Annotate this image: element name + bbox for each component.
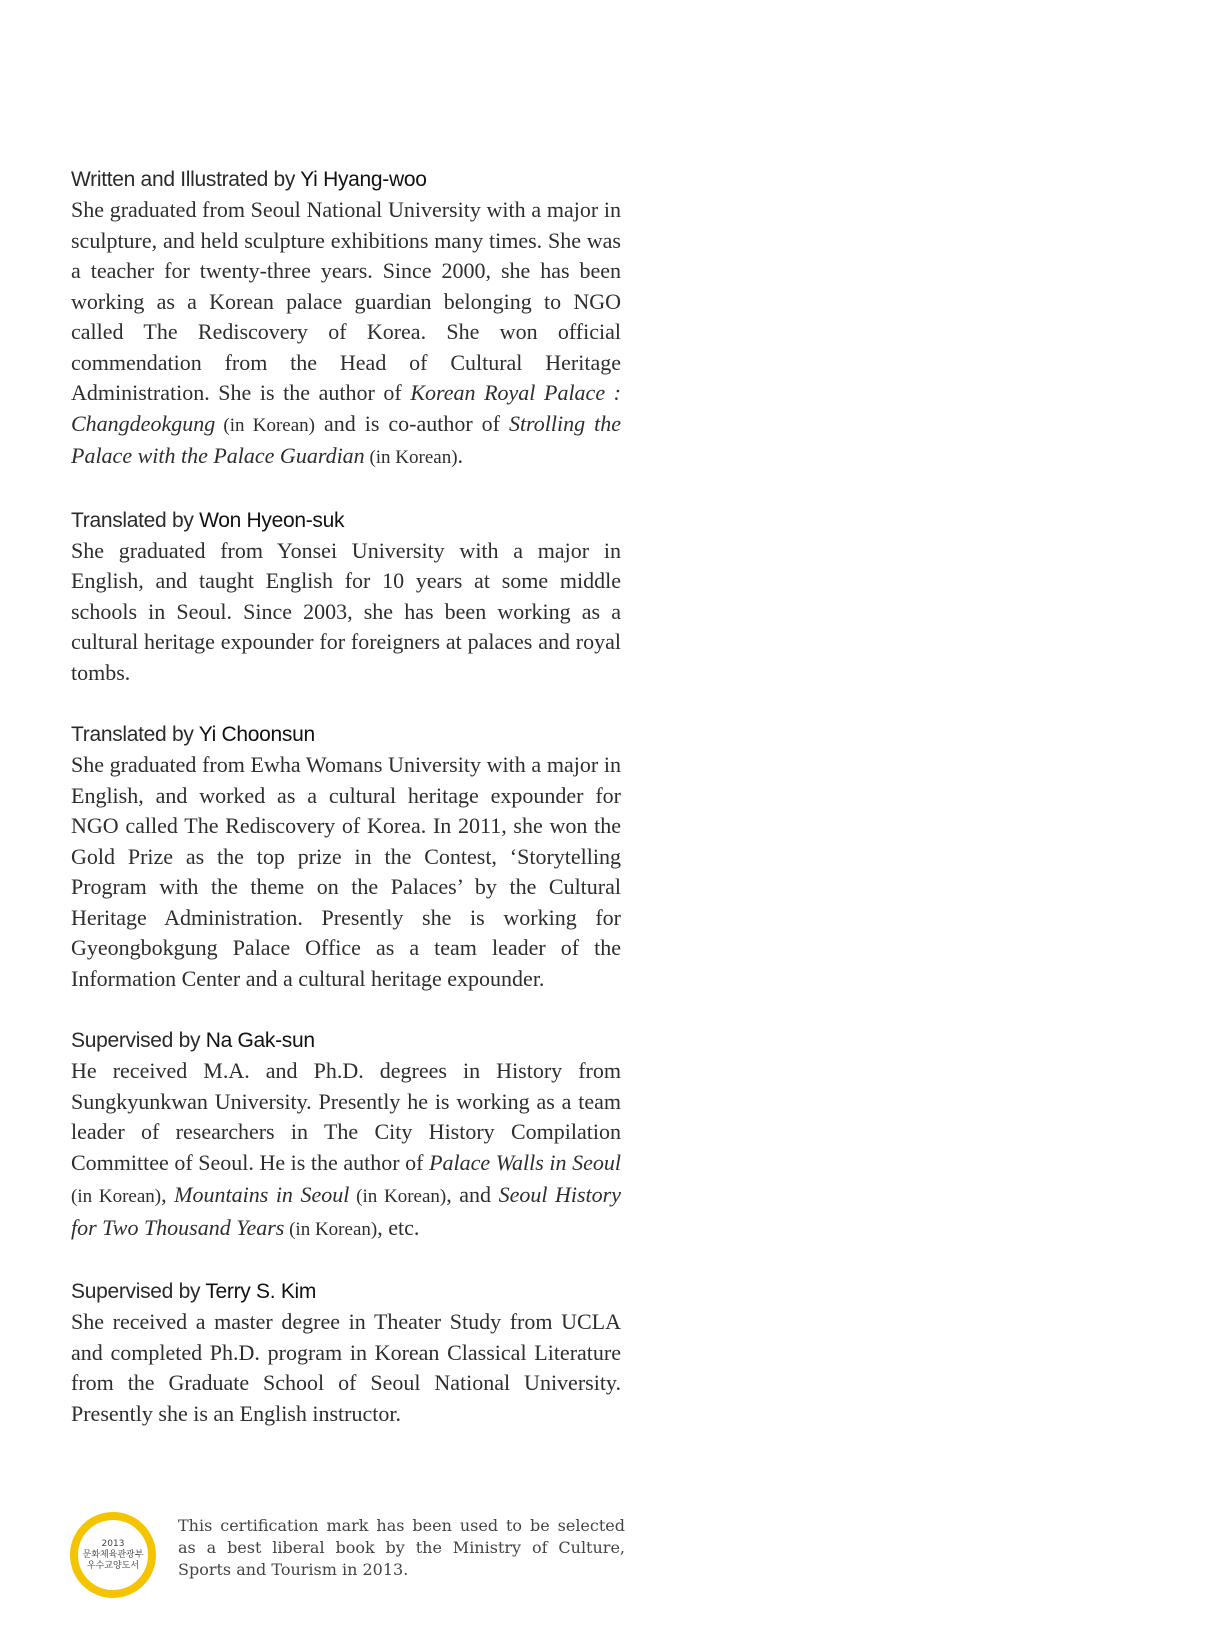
bio-role: Supervised by xyxy=(71,1029,206,1052)
bio-name: Won Hyeon-suk xyxy=(199,508,345,532)
bio-text xyxy=(71,750,621,994)
bio-text xyxy=(71,536,621,689)
bio-heading xyxy=(71,506,621,536)
badge-line-2: 우수교양도서 xyxy=(86,1560,140,1571)
language-note: (in Korean) xyxy=(71,1186,162,1207)
language-note: (in Korean) xyxy=(215,414,315,436)
bio-text-segment: . xyxy=(457,443,464,468)
bio-name: Terry S. Kim xyxy=(205,1280,317,1303)
book-title: Palace Walls in Seoul xyxy=(429,1149,621,1175)
bio-text-segment: She graduated from Seoul National University with a major in sculpture, and held sculpture exhibitions many times. She was a teacher for twenty-three years. Since 2000, she has been working as a Korean palace guardian belonging to NGO called The Rediscovery of Korea. She won official commendation from the Head of Cultural Heritage Administration. She is the author of xyxy=(71,197,621,405)
bio-heading xyxy=(71,720,621,750)
bio-translator-1 xyxy=(71,506,621,689)
book-title: Seoul History for Two Thousand Years xyxy=(71,1182,622,1240)
bio-heading xyxy=(71,165,621,195)
bio-text xyxy=(71,1307,621,1429)
bio-role: Written and Illustrated by xyxy=(71,168,301,191)
bio-text-segment: , xyxy=(161,1182,175,1207)
book-title: Mountains in Seoul xyxy=(174,1182,350,1207)
bio-text xyxy=(71,195,621,474)
bio-supervisor-2 xyxy=(71,1277,621,1429)
bio-author xyxy=(71,165,621,474)
bio-role: Translated by xyxy=(71,508,200,532)
bio-name: Yi Hyang-woo xyxy=(300,168,427,191)
bio-text-segment: She graduated from Yonsei University with a major in English, and taught English for 10 years at some middle schools in Seoul. Since 2003, she has been working as a cultural heritage expounder for foreigners at palaces and royal tombs. xyxy=(71,537,621,685)
badge-line-1: 문화체육관광부 xyxy=(82,1549,144,1560)
bio-role: Supervised by xyxy=(71,1280,206,1303)
bio-heading xyxy=(71,1026,621,1056)
bio-text-segment: and is co-author of xyxy=(315,410,509,436)
language-note: (in Korean) xyxy=(364,447,458,468)
bio-text-segment: , and xyxy=(446,1182,499,1207)
bio-translator-2 xyxy=(71,720,621,994)
book-title: Korean Royal Palace : Changdeokgung xyxy=(71,380,621,436)
certification-badge-icon xyxy=(70,1512,156,1598)
bio-text-segment: He received M.A. and Ph.D. degrees in History from Sungkyunkwan University. Presently he is working as a team leader of researchers in The City History Compilation Committee of Seoul. He is the author of xyxy=(71,1058,621,1175)
certification-text: This certification mark has been used to be selected as a best liberal book by the Ministry of Culture, Sports and Tourism in 2013. xyxy=(178,1516,625,1579)
bio-supervisor-1 xyxy=(71,1026,621,1245)
bio-text-segment: She received a master degree in Theater Study from UCLA and completed Ph.D. program in Korean Classical Literature from the Graduate School of Seoul National University. Presently she is an English instructor. xyxy=(71,1309,621,1426)
bio-text-segment: , etc. xyxy=(377,1214,420,1240)
bio-name: Na Gak-sun xyxy=(205,1029,315,1052)
bio-text-segment: She graduated from Ewha Womans University with a major in English, and worked as a cultural heritage expounder for NGO called The Rediscovery of Korea. In 2011, she won the Gold Prize as the top prize in the Contest, ‘Storytelling Program with the theme on the Palaces’ by the Cultural Heritage Administration. Presently she is working for Gyeongbokgung Palace Office as a team leader of the Information Center and a cultural heritage expounder. xyxy=(71,752,621,991)
certification-block xyxy=(70,1512,625,1600)
language-note: (in Korean) xyxy=(284,1218,378,1240)
bio-role: Translated by xyxy=(71,723,199,746)
badge-year: 2013 xyxy=(101,1538,125,1549)
bio-column xyxy=(71,165,621,1461)
bio-name: Yi Choonsun xyxy=(198,723,315,746)
bio-heading xyxy=(71,1277,621,1307)
language-note: (in Korean) xyxy=(349,1186,447,1207)
bio-text xyxy=(71,1056,621,1245)
book-title: Strolling the Palace with the Palace Guardian xyxy=(71,410,621,468)
